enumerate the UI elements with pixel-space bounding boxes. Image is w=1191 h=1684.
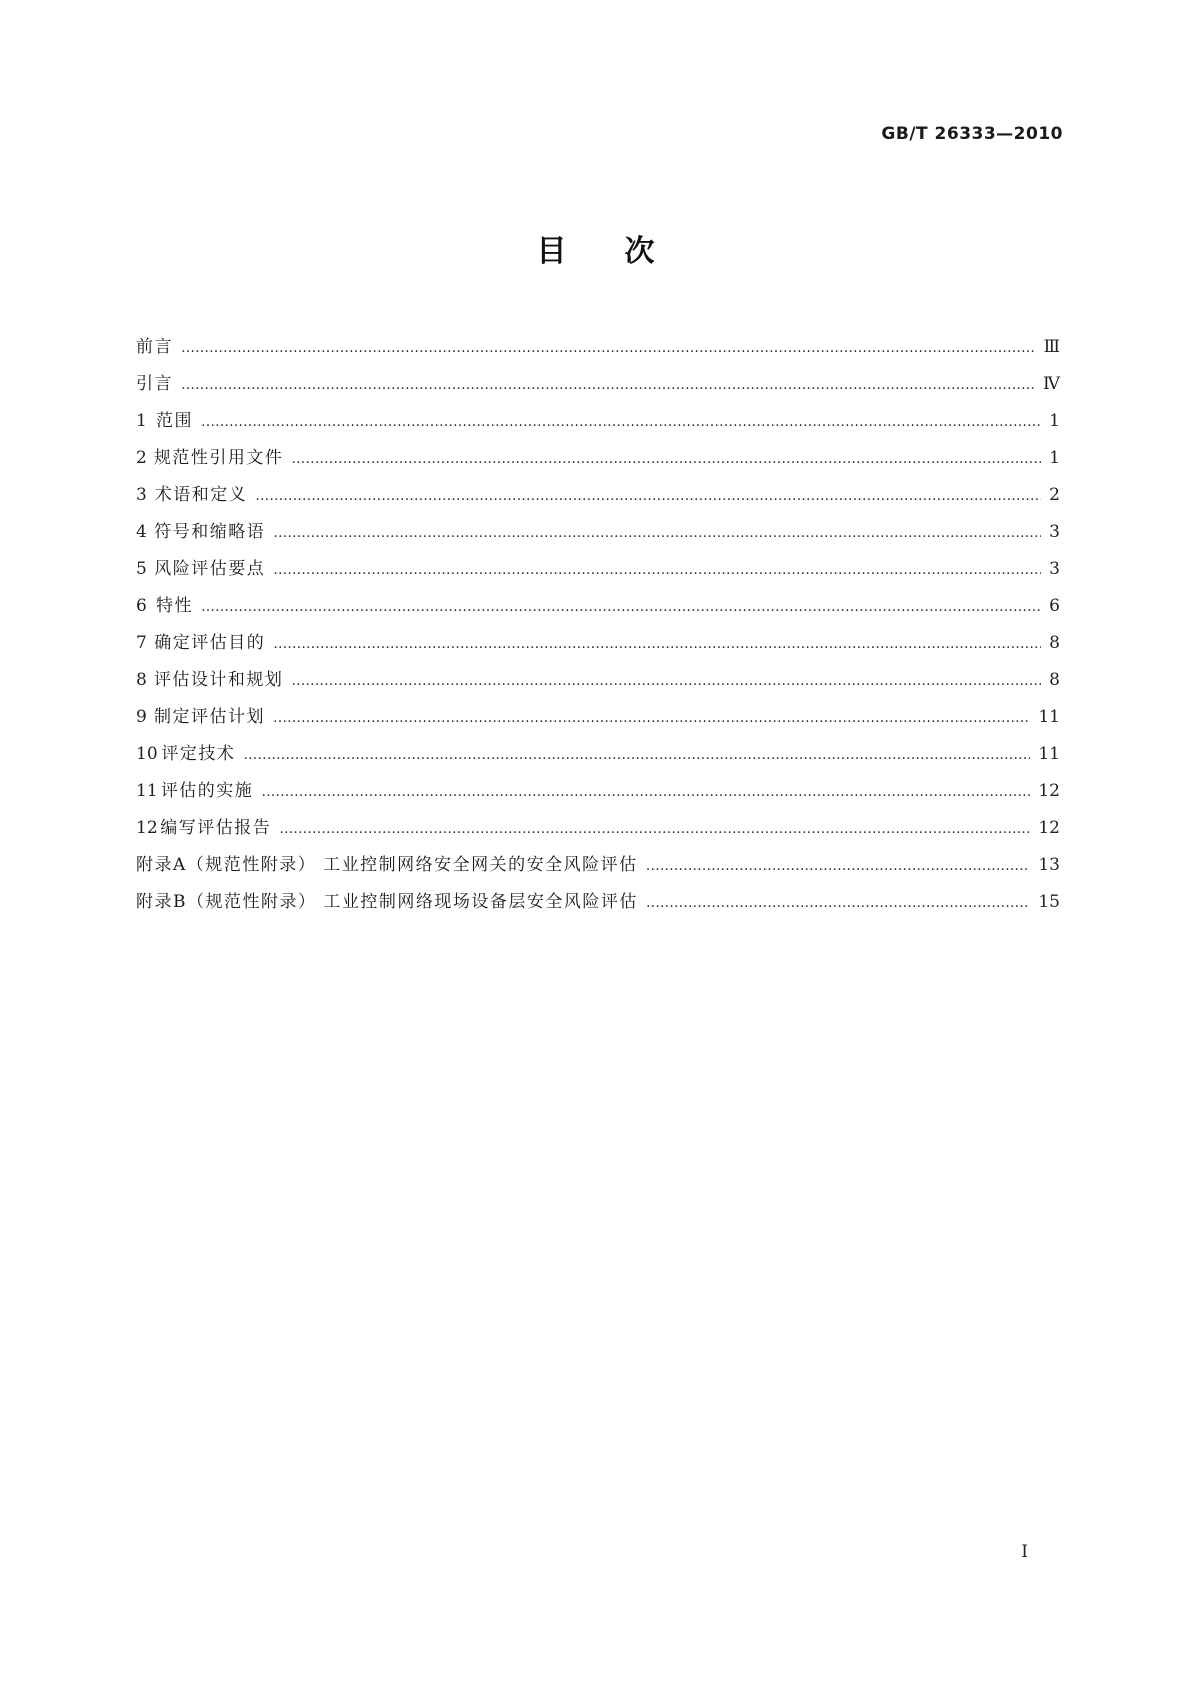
toc-entry-number: 10 [136,744,158,764]
toc-entry-label: 风险评估要点 [154,559,266,579]
toc-leader-dots [646,885,1030,922]
toc-entry-number: 8 [136,670,147,690]
toc-entry-number: 12 [136,818,158,838]
page-number: I [1021,1542,1028,1562]
toc-entry-label: 评估的实施 [160,781,254,801]
toc-entry-page: 11 [1038,744,1060,764]
toc-entry-page: 8 [1049,670,1060,690]
toc-entry-introduction[interactable] [136,366,1060,403]
toc-entry-page: Ⅲ [1043,337,1060,357]
toc-leader-dots [181,330,1036,367]
toc-entry-page: 1 [1049,411,1060,431]
toc-entry-number: 1 [136,411,147,431]
toc-leader-dots [273,626,1041,663]
toc-leader-dots [273,700,1030,737]
toc-leader-dots [291,663,1041,700]
toc-entry-label: 制定评估计划 [154,707,266,727]
toc-entry-number: 11 [136,781,158,801]
toc-entry-6[interactable] [136,588,1060,625]
table-of-contents [136,329,1060,921]
toc-entry-page: 1 [1049,448,1060,468]
toc-entry-1[interactable] [136,403,1060,440]
toc-entry-12[interactable] [136,810,1060,847]
toc-entry-label: 评定技术 [161,744,236,764]
toc-leader-dots [646,848,1031,885]
toc-leader-dots [181,367,1035,404]
toc-entry-page: 12 [1038,818,1060,838]
toc-entry-label: 附录A（规范性附录） 工业控制网络安全网关的安全风险评估 [136,855,638,875]
toc-entry-number: 9 [136,707,147,727]
toc-leader-dots [273,515,1041,552]
toc-entry-page: 15 [1038,892,1060,912]
toc-entry-label: 范围 [156,411,193,431]
toc-leader-dots [201,404,1041,441]
toc-leader-dots [273,552,1041,589]
toc-entry-5[interactable] [136,551,1060,588]
toc-entry-number: 4 [136,522,147,542]
toc-entry-3[interactable] [136,477,1060,514]
toc-leader-dots [243,737,1030,774]
toc-entry-label: 符号和缩略语 [154,522,266,542]
toc-entry-label: 评估设计和规划 [153,670,284,690]
toc-entry-label: 附录B（规范性附录） 工业控制网络现场设备层安全风险评估 [136,892,638,912]
toc-entry-page: Ⅳ [1043,374,1060,394]
toc-entry-7[interactable] [136,625,1060,662]
toc-entry-page: 11 [1038,707,1060,727]
toc-entry-label: 术语和定义 [154,485,248,505]
toc-entry-8[interactable] [136,662,1060,699]
page-title: 目次 [536,234,713,269]
toc-entry-11[interactable] [136,773,1060,810]
toc-entry-number: 7 [136,633,147,653]
toc-entry-number: 2 [136,448,147,468]
toc-entry-10[interactable] [136,736,1060,773]
toc-entry-page: 12 [1038,781,1060,801]
toc-leader-dots [261,774,1030,811]
toc-entry-number: 3 [136,485,147,505]
toc-entry-page: 3 [1049,559,1060,579]
standard-code: GB/T 26333—2010 [881,124,1063,144]
toc-entry-foreword[interactable] [136,329,1060,366]
toc-entry-annex-a[interactable] [136,847,1060,884]
toc-leader-dots [279,811,1030,848]
toc-entry-page: 6 [1049,596,1060,616]
toc-entry-9[interactable] [136,699,1060,736]
toc-entry-2[interactable] [136,440,1060,477]
toc-entry-number: 5 [136,559,147,579]
toc-entry-label: 特性 [156,596,193,616]
toc-entry-page: 13 [1038,855,1060,875]
toc-entry-annex-b[interactable] [136,884,1060,921]
toc-entry-page: 8 [1049,633,1060,653]
toc-leader-dots [291,441,1041,478]
toc-entry-label: 确定评估目的 [154,633,266,653]
toc-entry-page: 3 [1049,522,1060,542]
toc-leader-dots [255,478,1041,515]
toc-entry-label: 前言 [136,337,173,357]
toc-entry-label: 引言 [136,374,173,394]
toc-entry-number: 6 [136,596,147,616]
toc-entry-4[interactable] [136,514,1060,551]
toc-entry-label: 规范性引用文件 [153,448,284,468]
toc-leader-dots [201,589,1041,626]
toc-entry-label: 编写评估报告 [160,818,272,838]
toc-entry-page: 2 [1049,485,1060,505]
